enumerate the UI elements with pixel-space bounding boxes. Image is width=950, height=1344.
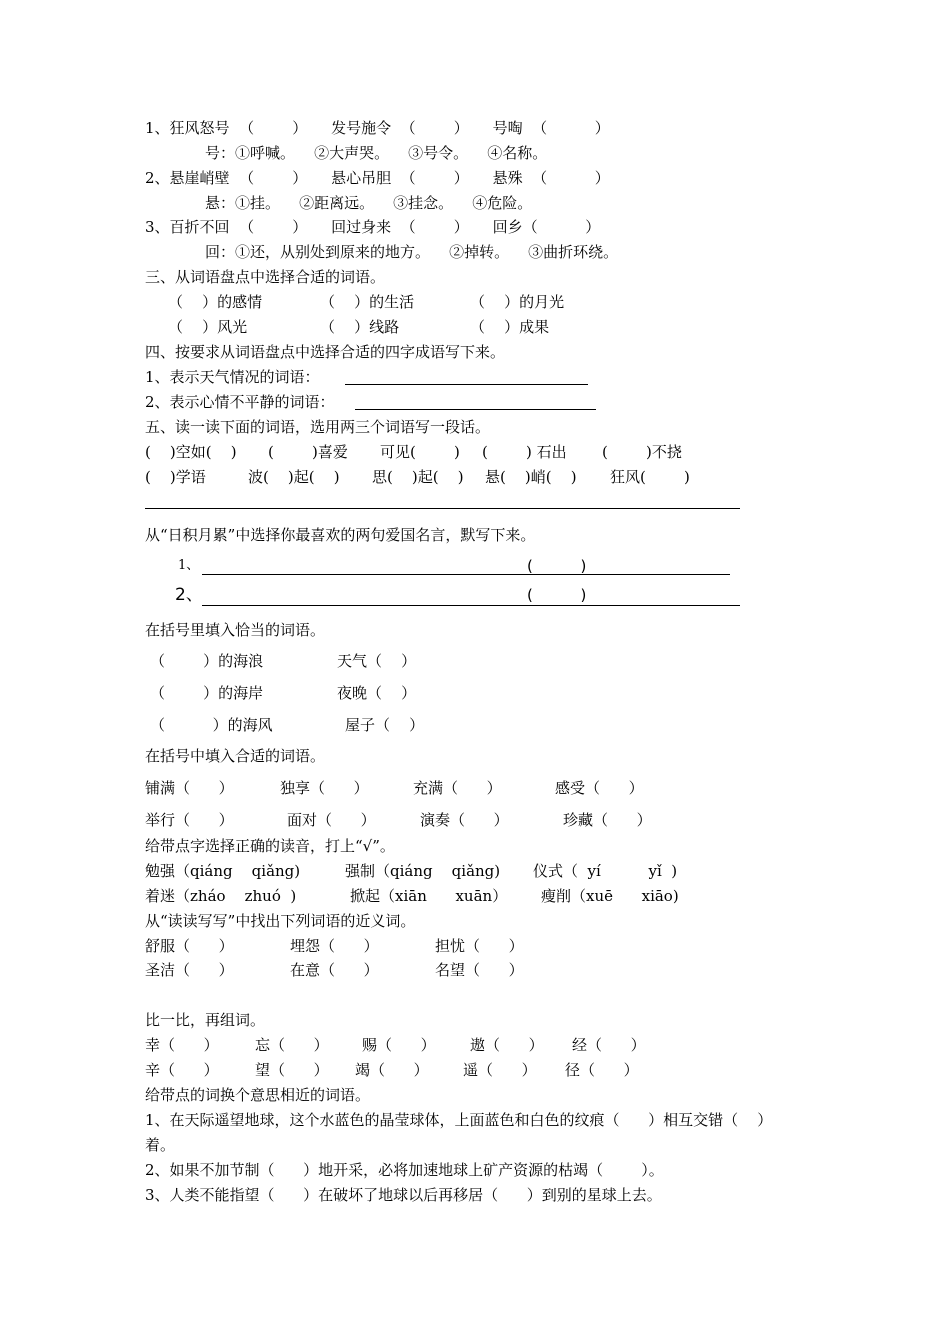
fill-item: 举行（ ） (145, 811, 234, 829)
q3-meanings: 回：①还，从别处到原来的地方。 ②掉转。 ③曲折环绕。 (205, 243, 619, 261)
word-item: 波( )起( ) (248, 468, 340, 486)
word-item: 可见( ) (380, 443, 460, 461)
pinyin-item: 瘦削（xuē xiāo) (541, 887, 679, 905)
q1-line: 1、狂风怒号 （ ） 发号施令 （ ） 号啕 （ ） (145, 119, 610, 137)
word-item: 悬( )峭( ) (485, 468, 577, 486)
q2-line: 2、悬崖峭壁 （ ） 悬心吊胆 （ ） 悬殊 （ ） (145, 169, 610, 187)
compare-item: 赐（ ） (362, 1036, 436, 1054)
synonym-item: 圣洁（ ） (145, 961, 234, 979)
fill-item: （ ）的感情 (168, 293, 263, 311)
word-item: ( )空如( ) (145, 443, 237, 461)
replace-sentence-1-cont: 着。 (145, 1136, 176, 1154)
fill-item: （ ）的海岸 (150, 684, 264, 702)
pinyin-item: 着迷（zháo zhuó ) (145, 887, 297, 905)
fill1-title: 在括号里填入恰当的词语。 (145, 621, 326, 639)
fill-item: （ ）风光 (168, 318, 248, 336)
word-item: 狂风( ) (610, 468, 690, 486)
compare-item: 竭（ ） (355, 1061, 429, 1079)
fill-item: 天气（ ） (337, 652, 417, 670)
writing-line (145, 508, 740, 509)
synonym-item: 舒服（ ） (145, 937, 234, 955)
fill-item: （ ）的生活 (320, 293, 415, 311)
section-4-title: 四、按要求从词语盘点中选择合适的四字成语写下来。 (145, 343, 506, 361)
replace-sentence-2: 2、如果不加节制（ ）地开采，必将加速地球上矿产资源的枯竭（ ）。 (145, 1161, 664, 1179)
fill-item: 屋子（ ） (345, 716, 425, 734)
fill2-title: 在括号中填入合适的词语。 (145, 747, 326, 765)
compare-item: 径（ ） (565, 1061, 639, 1079)
word-item: ( ) 石出 (482, 443, 567, 461)
fill-item: 演奏（ ） (420, 811, 509, 829)
q3-line: 3、百折不回 （ ） 回过身来 （ ） 回乡（ ） (145, 218, 601, 236)
replace-sentence-3: 3、人类不能指望（ ）在破坏了地球以后再移居（ ）到别的星球上去。 (145, 1186, 662, 1204)
pinyin-item: 仪式（ yí yǐ ) (533, 862, 678, 880)
quote-source-paren: ( ) (527, 586, 587, 604)
compare-item: 忘（ ） (255, 1036, 329, 1054)
word-item: ( )喜爱 (268, 443, 348, 461)
quotes-title: 从“日积月累”中选择你最喜欢的两句爱国名言，默写下来。 (145, 526, 536, 544)
quote-line-1 (202, 574, 730, 575)
section-3-title: 三、从词语盘点中选择合适的词语。 (145, 268, 386, 286)
synonym-item: 埋怨（ ） (290, 937, 379, 955)
compare-item: 遨（ ） (470, 1036, 544, 1054)
fill-item: 夜晚（ ） (337, 684, 417, 702)
fill-item: （ ）的月光 (470, 293, 565, 311)
word-item: 思( )起( ) (372, 468, 464, 486)
pinyin-item: 强制（qiáng qiǎng) (345, 862, 501, 880)
word-item: ( )不挠 (602, 443, 682, 461)
quote-number-2: 2、 (175, 585, 203, 605)
pinyin-item: 勉强（qiáng qiǎng) (145, 862, 301, 880)
fill-item: （ ）的海浪 (150, 652, 264, 670)
compare-item: 望（ ） (255, 1061, 329, 1079)
synonym-item: 担忧（ ） (435, 937, 524, 955)
quote-number-1: 1、 (178, 558, 200, 573)
s4-question-1: 1、表示天气情况的词语： (145, 368, 320, 386)
quote-source-paren: ( ) (527, 557, 587, 575)
fill-item: （ ）线路 (320, 318, 400, 336)
fill-item: 面对（ ） (287, 811, 376, 829)
compare-item: 幸（ ） (145, 1036, 219, 1054)
fill-item: 独享（ ） (280, 779, 369, 797)
pinyin-item: 掀起（xiān xuān） (350, 887, 508, 905)
replace-sentence-1: 1、在天际遥望地球，这个水蓝色的晶莹球体，上面蓝色和白色的纹痕（ ）相互交错（ ） (145, 1111, 773, 1129)
compare-item: 辛（ ） (145, 1061, 219, 1079)
synonyms-title: 从“读读写写”中找出下列词语的近义词。 (145, 912, 416, 930)
compare-title: 比一比，再组词。 (145, 1011, 266, 1029)
fill-item: （ ）成果 (470, 318, 550, 336)
pinyin-title: 给带点字选择正确的读音，打上“√”。 (145, 837, 395, 855)
s4-question-2: 2、表示心情不平静的词语： (145, 393, 335, 411)
fill-item: 充满（ ） (413, 779, 502, 797)
fill-item: 铺满（ ） (145, 779, 234, 797)
fill-item: 珍藏（ ） (563, 811, 652, 829)
synonym-item: 名望（ ） (435, 961, 524, 979)
quote-line-2 (202, 605, 740, 606)
word-item: ( )学语 (145, 468, 206, 486)
synonym-item: 在意（ ） (290, 961, 379, 979)
compare-item: 遥（ ） (463, 1061, 537, 1079)
fill-item: （ ）的海风 (150, 716, 273, 734)
q1-meanings: 号：①呼喊。 ②大声哭。 ③号令。 ④名称。 (205, 144, 548, 162)
answer-line (345, 384, 588, 385)
section-5-title: 五、读一读下面的词语，选用两三个词语写一段话。 (145, 418, 491, 436)
compare-item: 经（ ） (572, 1036, 646, 1054)
fill-item: 感受（ ） (555, 779, 644, 797)
q2-meanings: 悬：①挂。 ②距离远。 ③挂念。 ④危险。 (205, 194, 533, 212)
replace-title: 给带点的词换个意思相近的词语。 (145, 1086, 371, 1104)
answer-line (355, 409, 596, 410)
